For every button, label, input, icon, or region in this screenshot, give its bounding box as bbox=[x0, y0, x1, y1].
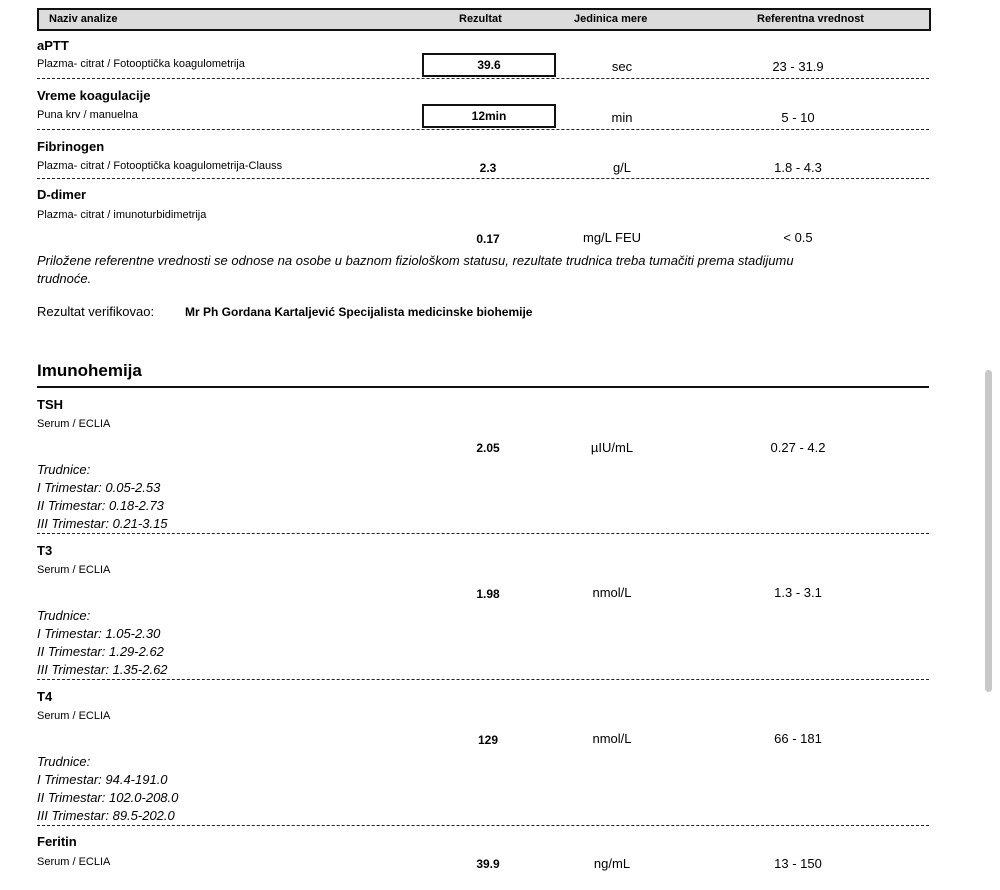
pregnancy-reference-line: III Trimestar: 1.35-2.62 bbox=[37, 662, 168, 677]
result-value: 39.9 bbox=[476, 857, 500, 871]
pregnancy-reference-line: Trudnice: bbox=[37, 608, 91, 623]
row-divider bbox=[37, 78, 929, 79]
row-divider bbox=[37, 178, 929, 179]
result-unit: g/L bbox=[612, 160, 632, 175]
reference-range: 66 - 181 bbox=[774, 731, 822, 746]
pregnancy-reference-list bbox=[37, 753, 178, 825]
analysis-name: D-dimer bbox=[37, 187, 87, 202]
analysis-method: Plazma- citrat / Fotooptička koagulometrija-Clauss bbox=[37, 160, 283, 172]
pregnancy-reference-line: I Trimestar: 1.05-2.30 bbox=[37, 626, 161, 641]
section-title: Imunohemija bbox=[37, 361, 142, 380]
pregnancy-reference-line: Trudnice: bbox=[37, 462, 91, 477]
reference-range: 5 - 10 bbox=[781, 110, 815, 125]
result-unit: µIU/mL bbox=[590, 440, 634, 455]
analysis-name: T3 bbox=[37, 543, 53, 558]
analysis-method: Plazma- citrat / imunoturbidimetrija bbox=[37, 209, 207, 221]
result-value: 2.3 bbox=[479, 161, 497, 175]
analysis-name: Fibrinogen bbox=[37, 139, 105, 154]
analysis-name: Feritin bbox=[37, 834, 77, 849]
row-divider bbox=[37, 679, 929, 680]
analysis-name: aPTT bbox=[37, 38, 69, 53]
reference-range: 13 - 150 bbox=[774, 856, 822, 871]
pregnancy-reference-line: I Trimestar: 0.05-2.53 bbox=[37, 480, 161, 495]
analysis-method: Serum / ECLIA bbox=[37, 418, 111, 430]
reference-note bbox=[37, 252, 794, 288]
pregnancy-reference-line: II Trimestar: 102.0-208.0 bbox=[37, 790, 179, 805]
reference-note-line: Priložene referentne vrednosti se odnose na osobe u baznom fiziološkom statusu, rezultate trudnica treba tumačiti prema stadijumu bbox=[37, 253, 794, 268]
row-divider bbox=[37, 533, 929, 534]
pregnancy-reference-line: II Trimestar: 1.29-2.62 bbox=[37, 644, 164, 659]
section-divider bbox=[37, 386, 929, 388]
result-unit: mg/L FEU bbox=[582, 230, 642, 245]
analysis-name: T4 bbox=[37, 689, 53, 704]
pregnancy-reference-line: III Trimestar: 89.5-202.0 bbox=[37, 808, 175, 823]
pregnancy-reference-line: III Trimestar: 0.21-3.15 bbox=[37, 516, 168, 531]
result-unit: sec bbox=[611, 59, 633, 74]
header-reference: Referentna vrednost bbox=[757, 13, 864, 25]
result-unit: nmol/L bbox=[592, 585, 632, 600]
analysis-method: Plazma- citrat / Fotooptička koagulometrija bbox=[37, 58, 245, 70]
analysis-method: Puna krv / manuelna bbox=[37, 109, 138, 121]
pregnancy-reference-line: I Trimestar: 94.4-191.0 bbox=[37, 772, 168, 787]
vertical-scrollbar-thumb[interactable] bbox=[985, 370, 992, 692]
row-divider bbox=[37, 825, 929, 826]
header-analysis-name: Naziv analize bbox=[49, 13, 118, 25]
verification-label: Rezultat verifikovao: bbox=[37, 304, 155, 319]
result-value-flagged: 39.6 bbox=[422, 53, 556, 77]
pregnancy-reference-list bbox=[37, 461, 168, 533]
verifier-name: Mr Ph Gordana Kartaljević Specijalista medicinske biohemije bbox=[185, 305, 533, 319]
reference-range: 1.3 - 3.1 bbox=[774, 585, 822, 600]
reference-range: 1.8 - 4.3 bbox=[774, 160, 822, 175]
reference-range: 23 - 31.9 bbox=[772, 59, 824, 74]
pregnancy-reference-list bbox=[37, 607, 168, 679]
reference-note-line: trudnoće. bbox=[37, 271, 92, 286]
analysis-name: Vreme koagulacije bbox=[37, 88, 151, 103]
result-value: 0.17 bbox=[476, 232, 500, 246]
results-table-header bbox=[37, 8, 931, 31]
header-unit: Jedinica mere bbox=[574, 13, 648, 25]
reference-range: < 0.5 bbox=[783, 230, 813, 245]
result-value: 1.98 bbox=[476, 587, 500, 601]
pregnancy-reference-line: II Trimestar: 0.18-2.73 bbox=[37, 498, 164, 513]
result-value: 129 bbox=[477, 733, 499, 747]
result-value-flagged: 12min bbox=[422, 104, 556, 128]
reference-range: 0.27 - 4.2 bbox=[770, 440, 826, 455]
result-unit: nmol/L bbox=[592, 731, 632, 746]
header-result: Rezultat bbox=[459, 13, 502, 25]
analysis-method: Serum / ECLIA bbox=[37, 710, 111, 722]
result-unit: min bbox=[611, 110, 633, 125]
result-unit: ng/mL bbox=[593, 856, 631, 871]
row-divider bbox=[37, 129, 929, 130]
analysis-name: TSH bbox=[37, 397, 63, 412]
analysis-method: Serum / ECLIA bbox=[37, 564, 111, 576]
analysis-method: Serum / ECLIA bbox=[37, 856, 111, 868]
result-value: 2.05 bbox=[476, 441, 500, 455]
pregnancy-reference-line: Trudnice: bbox=[37, 754, 91, 769]
